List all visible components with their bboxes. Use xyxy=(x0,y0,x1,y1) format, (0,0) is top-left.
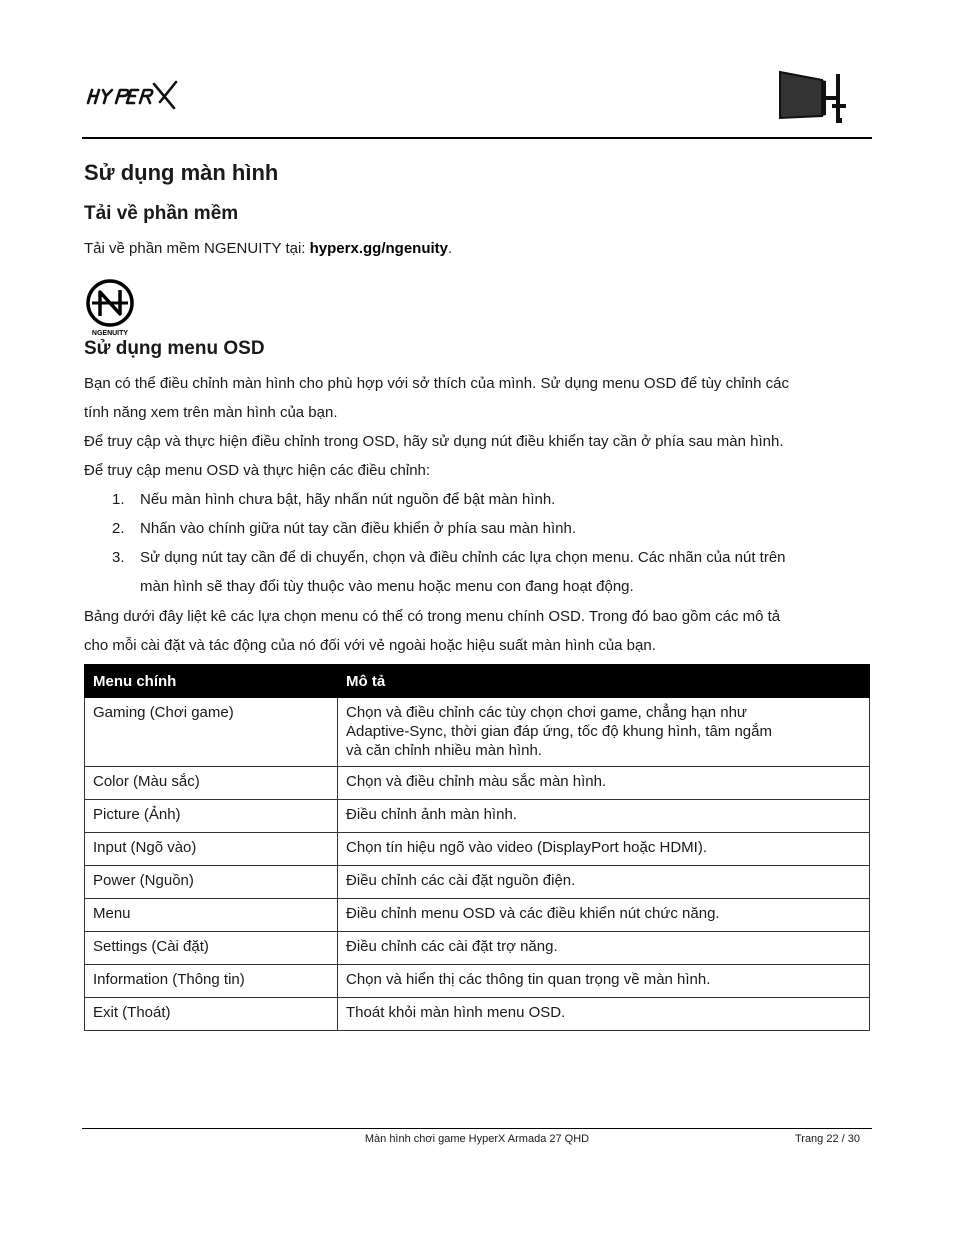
download-heading: Tải về phần mềm xyxy=(84,203,239,224)
header-divider xyxy=(82,137,872,139)
list-item xyxy=(84,485,874,514)
menu-description-cell: Chọn và hiển thị các thông tin quan trọng về màn hình. xyxy=(338,965,870,998)
step-number: 3. xyxy=(112,549,125,566)
list-item xyxy=(84,514,874,543)
menu-description-cell: Chọn và điều chỉnh các tùy chọn chơi game, chẳng hạn như Adaptive-Sync, thời gian đáp ứng, tốc độ khung hình, tâm ngắm và căn chỉnh nhiều màn hình. xyxy=(338,698,870,767)
menu-name-cell: Exit (Thoát) xyxy=(85,998,338,1031)
step-line: màn hình sẽ thay đổi tùy thuộc vào menu hoặc menu con đang hoạt động. xyxy=(140,578,634,595)
download-text-prefix: Tải về phần mềm NGENUITY tại: xyxy=(84,240,310,257)
menu-name-cell: Menu xyxy=(85,899,338,932)
menu-description-cell: Điều chỉnh các cài đặt trợ năng. xyxy=(338,932,870,965)
menu-name-cell: Settings (Cài đặt) xyxy=(85,932,338,965)
osd-intro-line: Để truy cập menu OSD và thực hiện các điều chỉnh: xyxy=(84,462,431,479)
menu-description-cell: Thoát khỏi màn hình menu OSD. xyxy=(338,998,870,1031)
menu-description-cell: Chọn tín hiệu ngõ vào video (DisplayPort hoặc HDMI). xyxy=(338,833,870,866)
menu-name-cell: Gaming (Chơi game) xyxy=(85,698,338,767)
table-row xyxy=(85,965,870,998)
menu-description-cell: Điều chỉnh các cài đặt nguồn điện. xyxy=(338,866,870,899)
table-body xyxy=(85,698,870,1031)
menu-description-cell: Điều chỉnh menu OSD và các điều khiển nút chức năng. xyxy=(338,899,870,932)
table-header-row xyxy=(85,665,870,698)
column-header-menu: Menu chính xyxy=(85,665,338,698)
step-line: Nếu màn hình chưa bật, hãy nhấn nút nguồn để bật màn hình. xyxy=(140,491,556,508)
monitor-arm-icon xyxy=(778,70,852,124)
column-header-description: Mô tả xyxy=(338,665,870,698)
step-number: 1. xyxy=(112,491,125,508)
menu-name-cell: Input (Ngõ vào) xyxy=(85,833,338,866)
footer-doc-title: Màn hình chơi game HyperX Armada 27 QHD xyxy=(364,1133,590,1145)
table-row xyxy=(85,800,870,833)
step-line: Sử dụng nút tay cần để di chuyển, chọn và điều chỉnh các lựa chọn menu. Các nhãn của nút trên xyxy=(140,549,786,566)
page-title: Sử dụng màn hình xyxy=(84,160,279,185)
menu-name-cell: Information (Thông tin) xyxy=(85,965,338,998)
osd-steps-list xyxy=(84,485,874,601)
footer-page-number: Trang 22 / 30 xyxy=(794,1133,860,1145)
menu-name-cell: Color (Màu sắc) xyxy=(85,767,338,800)
ngenuity-logo-icon xyxy=(84,278,136,338)
osd-intro-line: Để truy cập và thực hiện điều chỉnh trong OSD, hãy sử dụng nút điều khiển tay cần ở phía sau màn hình. xyxy=(84,433,784,450)
menu-description-cell: Chọn và điều chỉnh màu sắc màn hình. xyxy=(338,767,870,800)
osd-intro-line: tính năng xem trên màn hình của bạn. xyxy=(84,404,338,421)
table-row xyxy=(85,767,870,800)
hyperx-logo-icon xyxy=(84,78,182,112)
menu-description-cell: Điều chỉnh ảnh màn hình. xyxy=(338,800,870,833)
table-row xyxy=(85,899,870,932)
download-text xyxy=(84,235,874,263)
step-number: 2. xyxy=(112,520,125,537)
menu-name-cell: Picture (Ảnh) xyxy=(85,800,338,833)
step-line: Nhấn vào chính giữa nút tay cần điều khiển ở phía sau màn hình. xyxy=(140,520,576,537)
download-text-suffix: . xyxy=(448,240,453,257)
table-intro-line: Bảng dưới đây liệt kê các lựa chọn menu có thể có trong menu chính OSD. Trong đó bao gồm các mô tả xyxy=(84,608,781,625)
ngenuity-logo-label: NGENUITY xyxy=(91,330,129,337)
footer-divider xyxy=(82,1128,872,1129)
menu-name-cell: Power (Nguồn) xyxy=(85,866,338,899)
ngenuity-link[interactable]: hyperx.gg/ngenuity xyxy=(309,240,448,257)
osd-menu-table xyxy=(84,664,870,1031)
osd-heading: Sử dụng menu OSD xyxy=(84,338,265,359)
table-row xyxy=(85,866,870,899)
table-intro xyxy=(84,602,874,660)
table-row xyxy=(85,833,870,866)
list-item xyxy=(84,543,874,601)
osd-intro xyxy=(84,369,874,485)
table-row xyxy=(85,998,870,1031)
osd-intro-line: Bạn có thể điều chỉnh màn hình cho phù hợp với sở thích của mình. Sử dụng menu OSD để tùy chỉnh các xyxy=(84,375,789,392)
table-intro-line: cho mỗi cài đặt và tác động của nó đối với vẻ ngoài hoặc hiệu suất màn hình của bạn. xyxy=(84,637,656,654)
table-row xyxy=(85,698,870,767)
table-row xyxy=(85,932,870,965)
